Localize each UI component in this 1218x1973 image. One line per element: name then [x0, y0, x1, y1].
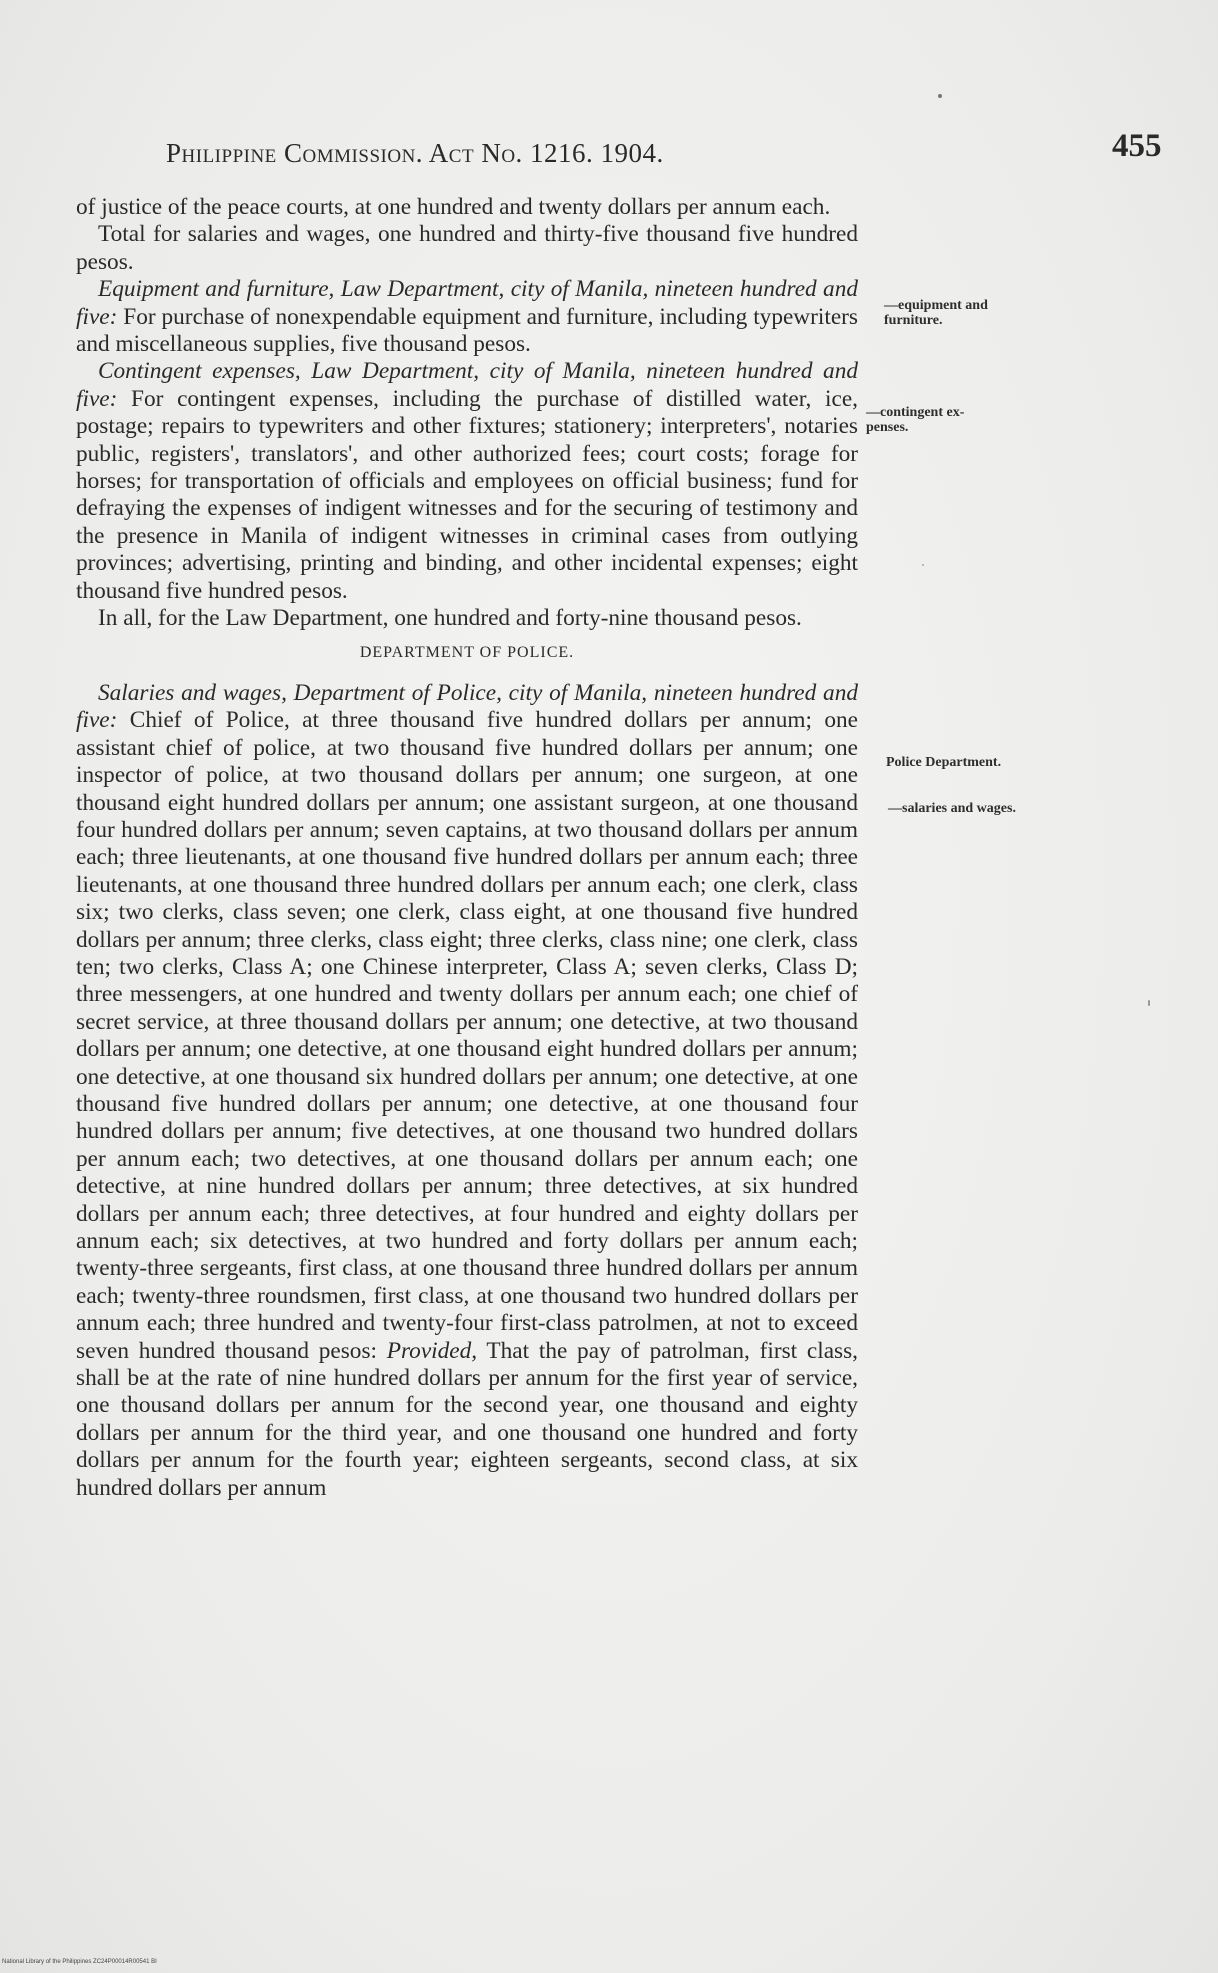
section-heading-police: DEPARTMENT OF POLICE. [359, 643, 575, 661]
police-salaries-text-b: That the pay of patrolman, first class, shall be at the rate of nine hundred dollars per annum for the first year of service, one thousand dollars per annum for the second year, one thousand and eighty dollars per annum for the third year, and one thousand one hundred and forty dollars per annum for the fourth year; eighteen sergeants, second class, at six hundred dollars per annum [76, 1337, 858, 1501]
paper-speck [922, 564, 924, 566]
margin-note-police-department: Police Department. [886, 755, 1002, 770]
body-text [76, 194, 858, 1502]
paper-speck [1148, 1000, 1150, 1006]
equipment-italic-heading: Equipment and furniture, Law Department, city of Manila, nineteen hundred and five: [76, 276, 858, 330]
paragraph-total-salaries: Total for salaries and wages, one hundred and thirty-five thousand five hundred pesos. [76, 221, 858, 275]
paragraph-police-salaries [76, 680, 858, 1502]
paragraph-contingent [76, 358, 858, 605]
paragraph-justice-courts: of justice of the peace courts, at one hundred and twenty dollars per annum each. [76, 194, 831, 220]
margin-note-contingent-line1: —contingent ex- [866, 405, 965, 420]
contingent-italic-heading: Contingent expenses, Law Department, city of Manila, nineteen hundred and five: [76, 358, 858, 412]
paper-speck [938, 94, 942, 98]
paragraph-law-total: In all, for the Law Department, one hundred and forty-nine thousand pesos. [98, 605, 802, 632]
page-number: 455 [1112, 128, 1162, 164]
margin-note-equipment-line1: —equipment and [884, 298, 988, 313]
paragraph-equipment [76, 276, 858, 358]
equipment-text: For purchase of nonexpendable equipment and furniture, including typewriters and miscellaneous supplies, five thousand pesos. [76, 303, 858, 358]
margin-note-contingent-line2: penses. [866, 420, 909, 435]
police-italic-heading: Salaries and wages, Department of Police, city of Manila, nineteen hundred and five: [76, 679, 858, 734]
running-title: Philippine Commission. Act No. 1216. 1904. [166, 138, 664, 168]
library-imprint: National Library of the Philippines ZC24P00014R00541 BI [2, 1959, 157, 1965]
contingent-text: For contingent expenses, including the purchase of distilled water, ice, postage; repairs to typewriters and other fixtures; stationery; interpreters', notaries public, registers', translators', and other authorized fees; court costs; forage for horses; for transportation of officials and employees on official business; fund for defraying the expenses of indigent witnesses and for the securing of testimony and the presence in Manila of indigent witnesses in criminal cases from outlying provinces; advertising, printing and binding, and other incidental expenses; eight thousand five hundred pesos. [76, 385, 858, 604]
provided-italic: Provided, [386, 1337, 478, 1364]
margin-note-equipment-line2: furniture. [884, 313, 943, 328]
margin-note-salaries-wages: —salaries and wages. [888, 801, 1016, 816]
police-salaries-text-a: Chief of Police, at three thousand five hundred dollars per annum; one assistant chief of police, at two thousand five hundred dollars per annum; one inspector of police, at two thousand dollars per annum; one surgeon, at one thousand eight hundred dollars per annum; one assistant surgeon, at one thousand four hundred dollars per annum; seven captains, at two thousand dollars per annum each; three lieutenants, at one thousand five hundred dollars per annum each; three lieutenants, at one thousand three hundred dollars per annum each; one clerk, class six; two clerks, class seven; one clerk, class eight, at one thousand five hundred dollars per annum; three clerks, class eight; three clerks, class nine; one clerk, class ten; two clerks, Class A; one Chinese interpreter, Class A; seven clerks, Class D; three messengers, at one hundred and twenty dollars per annum each; one chief of secret service, at three thousand dollars per annum; one detective, at two thousand dollars per annum; one detective, at one thousand eight hundred dollars per annum; one detective, at one thousand six hundred dollars per annum; one detective, at one thousand five hundred dollars per annum; one detective, at one thousand four hundred dollars per annum; five detectives, at one thousand two hundred dollars per annum each; two detectives, at one thousand dollars per annum each; one detective, at nine hundred dollars per annum; three detectives, at six hundred dollars per annum each; three detectives, at four hundred and eighty dollars per annum each; six detectives, at two hundred and forty dollars per annum each; twenty-three sergeants, first class, at one thousand three hundred dollars per annum each; twenty-three roundsmen, first class, at one thousand two hundred dollars per annum each; three hundred and twenty-four first-class patrolmen, at not to exceed seven hundred thousand pesos: [76, 707, 858, 1364]
